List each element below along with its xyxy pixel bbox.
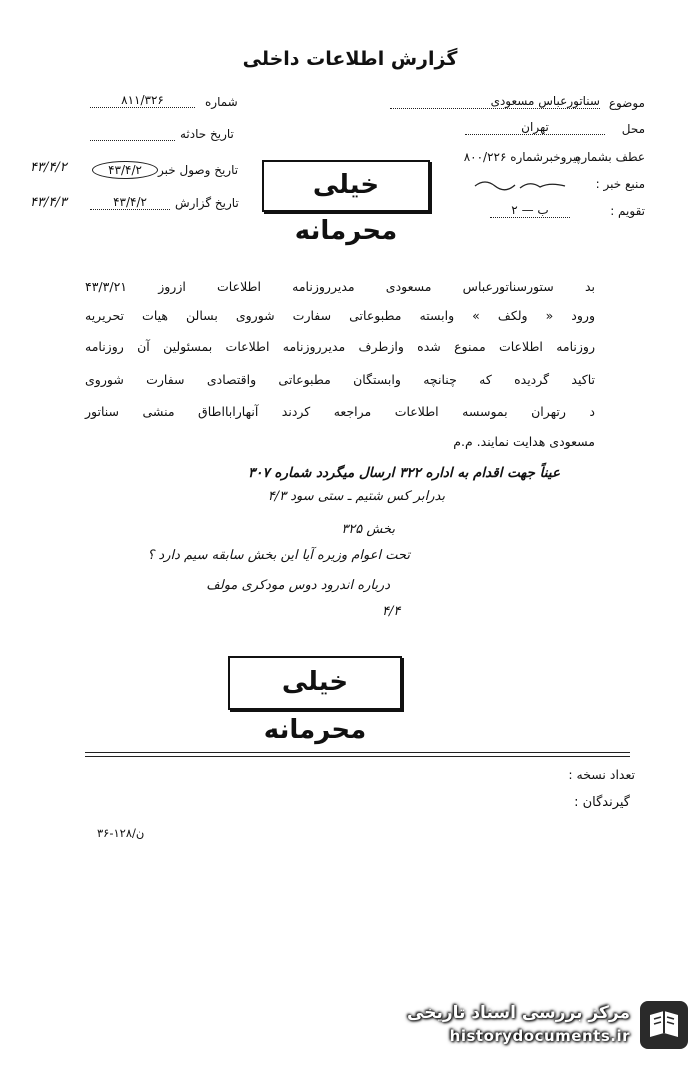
divider-top (85, 752, 630, 753)
watermark-name: مرکز بررسی اسناد تاریخی (407, 1003, 630, 1023)
body-line-6: مسعودی هدایت نمایند. م.م (453, 434, 595, 449)
handwritten-line-5: درباره اندرود دوس مودکری مولف (206, 578, 390, 593)
handwritten-line-1: عیناً جهت اقدام به اداره ۳۲۲ ارسال میگردد شماره ۳۰۷ (247, 465, 560, 481)
confidential-stamp-bottom: خیلی محرمانه (228, 656, 402, 710)
confidential-stamp-top: خیلی محرمانه (262, 160, 430, 212)
report-note: ۴۳/۴/۳ (30, 195, 67, 210)
location-value: تهران (465, 120, 605, 135)
handwritten-line-4: تحت اعوام وزیره آیا این بخش سابقه سیم دارد ؟ (147, 548, 410, 563)
body-line-4: تاکید گردیده که چنانچه وابستگان مطبوعاتی واقتصادی سفارت شوروی (85, 372, 595, 387)
receipt-date-label: تاریخ وصول خبر (158, 163, 239, 177)
receipt-note: ۴۳/۴/۲ (30, 160, 67, 175)
handwritten-line-3: بخش ۳۲۵ (341, 522, 395, 537)
subject-value: سناتورعباس مسعودی (390, 94, 600, 109)
rating-value: ب — ۲ (490, 203, 570, 218)
subject-label: موضوع (608, 96, 645, 110)
rating-label: تقویم : (610, 204, 645, 218)
handwritten-line-2: بدرابر کس شتیم ـ ستی سود ۴/۳ (267, 489, 445, 504)
body-line-3: روزنامه اطلاعات ممنوع شده وازطرف مدیرروزنامه اطلاعات بمسئولین آن روزنامه (85, 339, 595, 354)
body-line-2: ورود « ولکف » وابسته مطبوعاتی سفارت شوروی بسالن هیات تحریریه (85, 308, 595, 323)
incident-date-label: تاریخ حادثه (180, 127, 234, 141)
divider-bottom (85, 756, 630, 757)
reference-label: عطف بشماره (575, 150, 645, 164)
book-logo-icon (640, 1001, 688, 1049)
receipt-date-value: ۴۳/۴/۲ (92, 161, 158, 179)
copies-label: تعداد نسخه : (568, 767, 635, 782)
report-date-value: ۴۳/۴/۲ (90, 195, 170, 210)
reference-value: پیروخبرشماره ۸۰۰/۲۲۶ (463, 150, 580, 164)
handwritten-line-6: ۴/۴ (382, 604, 401, 619)
number-value: ۸۱۱/۳۲۶ (90, 93, 195, 108)
number-label: شماره (205, 95, 238, 109)
watermark (358, 997, 688, 1053)
watermark-site: historydocuments.ir (449, 1027, 630, 1045)
source-handwriting (470, 176, 580, 192)
report-date-label: تاریخ گزارش (175, 196, 239, 210)
document-title: گزارش اطلاعات داخلی (242, 48, 458, 70)
body-line-5: د رتهران بموسسه اطلاعات مراجعه کردند آنهارابااطاق منشی سناتور (85, 404, 595, 419)
body-line-1: بد ستورسناتورعباس مسعودی مدیرروزنامه اطلاعات ازروز ۴۳/۳/۲۱ (85, 279, 595, 294)
source-label: منبع خبر : (595, 177, 645, 191)
location-label: محل (621, 122, 645, 136)
recipients-label: گیرندگان : (574, 795, 630, 810)
form-code: ۳۶-۱۲۸/ن (97, 826, 145, 840)
incident-date-line (90, 140, 175, 141)
